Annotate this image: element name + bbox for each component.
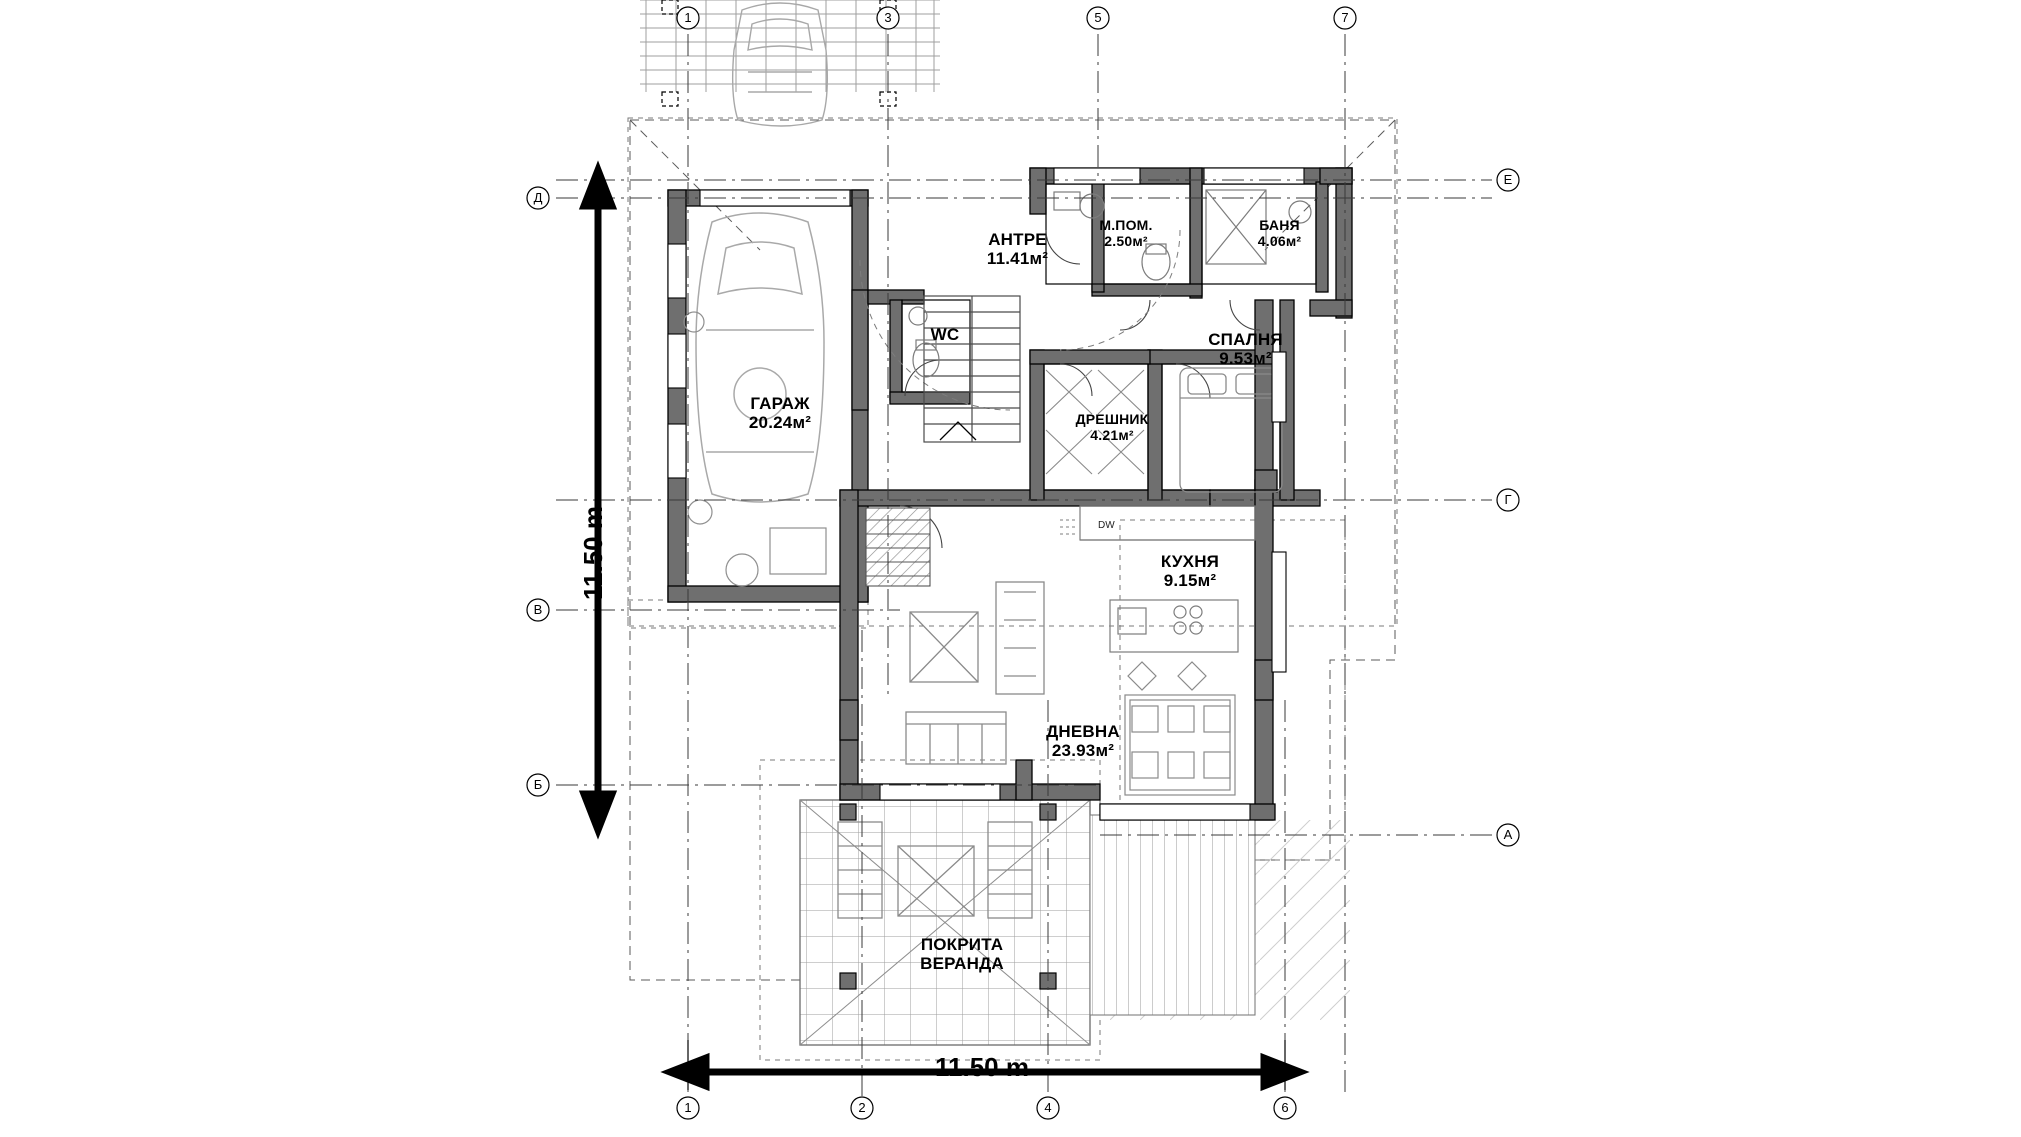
room-label-kuhnya [1112,552,1268,590]
room-area: 23.93м² [1051,741,1115,761]
room-label-dreshnik [1028,412,1196,443]
grid-bubble-top-3: 3 [884,10,892,25]
room-area: 2.50м² [1104,232,1148,249]
room-name: ДНЕВНА [1046,722,1120,741]
room-name: ДРЕШНИК [1075,411,1149,427]
room-label-pokrita-veranda [862,935,1062,973]
grid-bubble-top-5: 5 [1094,10,1102,25]
room-area: ВЕРАНДА [920,954,1004,974]
room-label-wc [905,325,985,344]
room-area: 9.15м² [1163,571,1217,591]
room-area: 11.41м² [986,249,1049,269]
room-name: ПОКРИТА [920,935,1004,954]
room-area: 4.06м² [1257,232,1302,249]
grid-bubble-top-7: 7 [1341,10,1349,25]
horizontal-dimension-label: 11.50 m [935,1052,1029,1082]
room-label-banya [1222,218,1337,249]
room-area: 20.24м² [748,413,812,433]
grid-bubble-bottom-4: 4 [1044,1100,1052,1115]
grid-bubble-right-e: Е [1503,172,1513,187]
grid-bubble-top-1: 1 [684,10,692,25]
vertical-dimension-label: 11.50 m [578,506,608,600]
room-name: WC [930,325,960,344]
room-name: СПАЛНЯ [1208,330,1283,349]
room-label-dnevna [993,722,1173,760]
grid-bubble-bottom-6: 6 [1281,1100,1289,1115]
grid-bubble-right-a: А [1503,827,1513,842]
room-area: 4.21м² [1090,426,1134,443]
room-area: 9.53м² [1219,349,1272,369]
grid-bubble-left-v: В [533,602,543,617]
room-name: ГАРАЖ [750,394,810,413]
room-name: БАНЯ [1259,217,1300,233]
room-label-garage [700,394,860,432]
room-label-spalnya [1168,330,1323,368]
grid-bubble-left-d: Д [533,190,543,205]
room-name: М.ПОМ. [1099,217,1153,233]
dishwasher-label: DW [1098,520,1115,531]
grid-bubble-left-b: Б [533,777,543,792]
room-name: КУХНЯ [1160,552,1220,571]
room-name: АНТРЕ [988,230,1047,249]
grid-bubble-bottom-1: 1 [684,1100,692,1115]
grid-bubble-bottom-2: 2 [858,1100,866,1115]
grid-bubble-right-g: Г [1504,492,1512,507]
room-label-m-pom [1070,218,1182,249]
